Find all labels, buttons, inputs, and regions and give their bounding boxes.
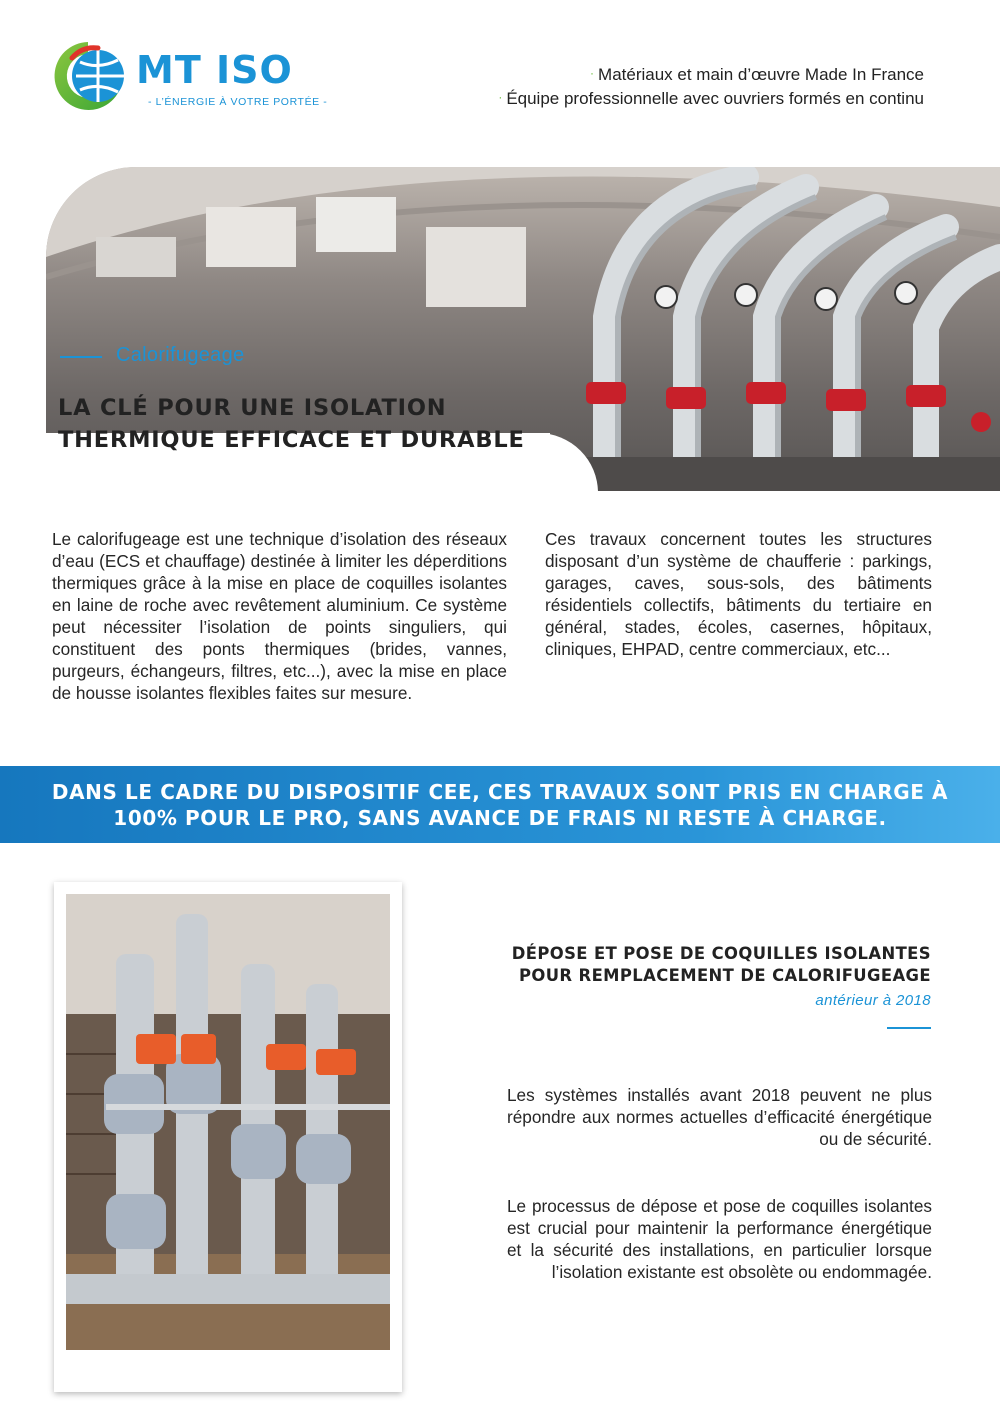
insulated-pipes-photo [66,894,390,1350]
brand-name: MT ISO [136,48,293,92]
bullet-dot-icon: · [590,66,595,80]
section-paragraph: Les systèmes installés avant 2018 peuvent ne plus répondre aux normes actuelles d’efficacité énergétique ou de sécurité. [507,1085,932,1149]
header-bullets [498,62,924,110]
hero-eyebrow: Calorifugeage [116,344,245,366]
section-rule [887,1027,931,1029]
hero-title: LA CLÉ POUR UNE ISOLATION THERMIQUE EFFICACE ET DURABLE [58,395,525,453]
section-title: DÉPOSE ET POSE DE COQUILLES ISOLANTES POUR REMPLACEMENT DE CALORIFUGEAGE [511,944,931,985]
brand-logo [48,36,328,116]
intro-left-paragraph: Le calorifugeage est une technique d’isolation des réseaux d’eau (ECS et chauffage) destinée à limiter les déperditions thermiques grâce à la mise en place de coquilles isolantes en laine de roche avec revêtement aluminium. Ce système peut nécessiter l’isolation de points singuliers, qui constituent des ponts thermiques (brides, vannes, purgeurs, échangeurs, filtres, etc...), avec la mise en place de housse isolantes flexibles faites sur mesure. [52,529,507,703]
header-bullet: · Équipe professionnelle avec ouvriers formés en continu [498,89,924,108]
eyebrow-line [60,356,102,358]
brand-tagline: - L’ÉNERGIE À VOTRE PORTÉE - [148,96,328,108]
bullet-dot-icon: · [498,90,503,104]
globe-logo-icon [48,36,134,116]
cee-banner-text: DANS LE CADRE DU DISPOSITIF CEE, CES TRAVAUX SONT PRIS EN CHARGE À 100% POUR LE PRO, SANS AVANCE DE FRAIS NI RESTE À CHARGE. [51,780,949,830]
section-paragraph: Le processus de dépose et pose de coquilles isolantes est crucial pour maintenir la performance énergétique et la sécurité des installations, en particulier lorsque l’isolation existante est obsolète ou endommagée. [507,1196,932,1282]
intro-right-paragraph: Ces travaux concernent toutes les structures disposant d’un système de chaufferie : parkings, garages, caves, sous-sols, des bâtiments résidentiels collectifs, bâtiments du tertiaire en général, stades, écoles, casernes, hôpitaux, cliniques, EHPAD, centre commerciaux, etc... [545,529,932,659]
insulated-pipes-photo-frame [54,882,402,1392]
section-subtitle: antérieur à 2018 [815,992,931,1009]
header-bullet: · Matériaux et main d’œuvre Made In France [590,65,924,84]
